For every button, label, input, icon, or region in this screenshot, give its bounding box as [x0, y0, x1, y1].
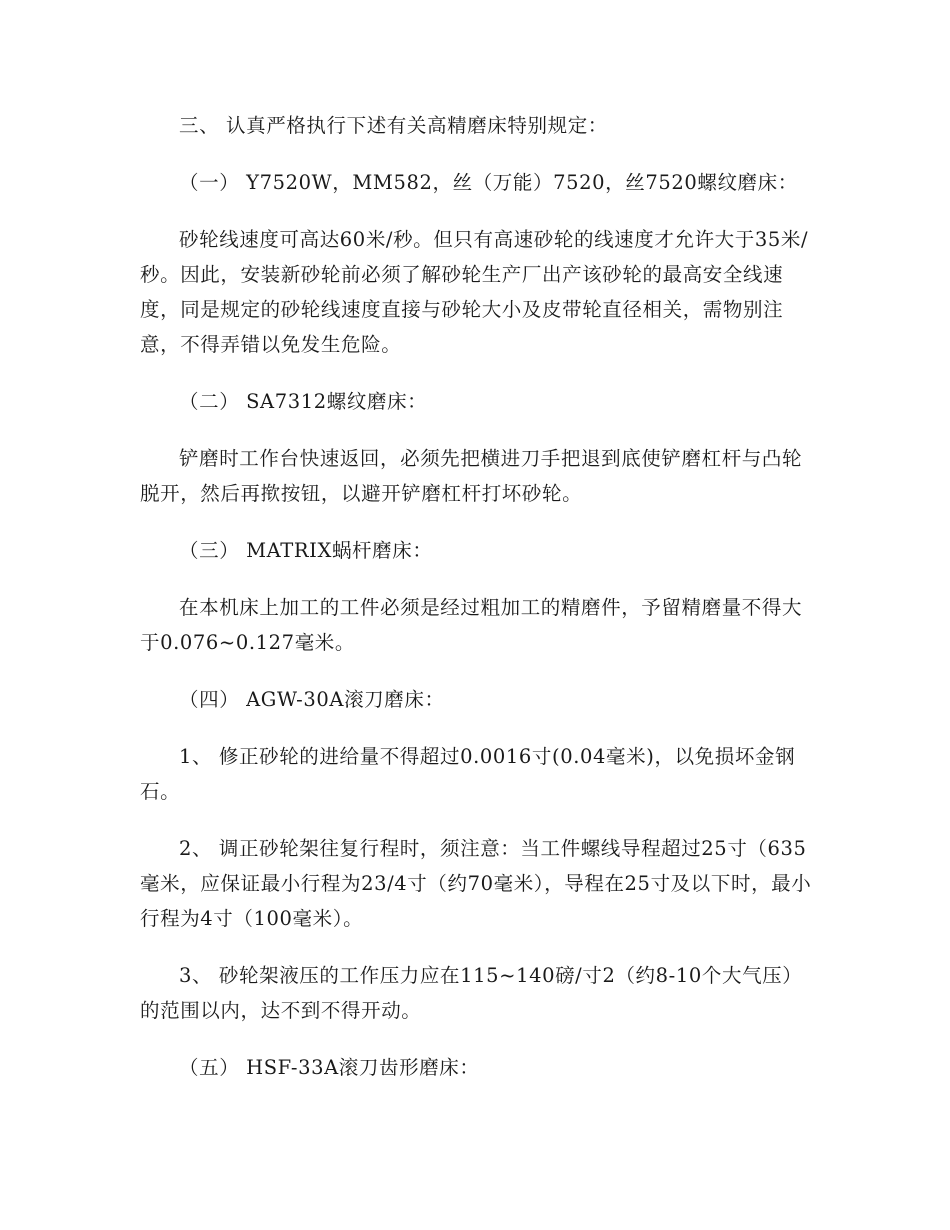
item-heading-5: （五） HSF-33A滚刀齿形磨床： — [179, 1056, 480, 1079]
item-heading-3: （三） MATRIX蜗杆磨床： — [179, 539, 433, 562]
item-3-paragraph-1: 在本机床上加工的工件必须是经过粗加工的精磨件，予留精磨量不得大于0.076~0.127毫米。 — [140, 596, 803, 654]
item-heading-2: （二） SA7312螺纹磨床： — [179, 390, 428, 413]
section-title: 三、 认真严格执行下述有关高精磨床特别规定： — [179, 114, 608, 137]
item-4-paragraph-3: 3、 砂轮架液压的工作压力应在115~140磅/寸2（约8-10个大气压）的范围以内，达不到不得开动。 — [140, 964, 803, 1022]
item-4-paragraph-2: 2、 调正砂轮架往复行程时，须注意：当工件螺线导程超过25寸（635毫米，应保证最小行程为23/4寸（约70毫米），导程在25寸及以下时，最小行程为4寸（100毫米）。 — [140, 837, 812, 930]
document-body — [140, 108, 812, 1085]
item-2-paragraph-1: 铲磨时工作台快速返回，必须先把横进刀手把退到底使铲磨杠杆与凸轮脱开，然后再揿按钮，以避开铲磨杠杆打坏砂轮。 — [140, 447, 803, 505]
item-4-paragraph-1: 1、 修正砂轮的进给量不得超过0.0016寸(0.04毫米)，以免损坏金钢石。 — [140, 745, 796, 803]
item-heading-1: （一） Y7520W，MM582，丝（万能）7520，丝7520螺纹磨床： — [179, 171, 798, 194]
item-1-paragraph-1: 砂轮线速度可高达60米/秒。但只有高速砂轮的线速度才允许大于35米/秒。因此，安装新砂轮前必须了解砂轮生产厂出产该砂轮的最高安全线速度，同是规定的砂轮线速度直接与砂轮大小及皮带轮直径相关，需物别注意，不得弄错以免发生危险。 — [140, 228, 809, 356]
item-heading-4: （四） AGW-30A滚刀磨床： — [179, 688, 445, 711]
